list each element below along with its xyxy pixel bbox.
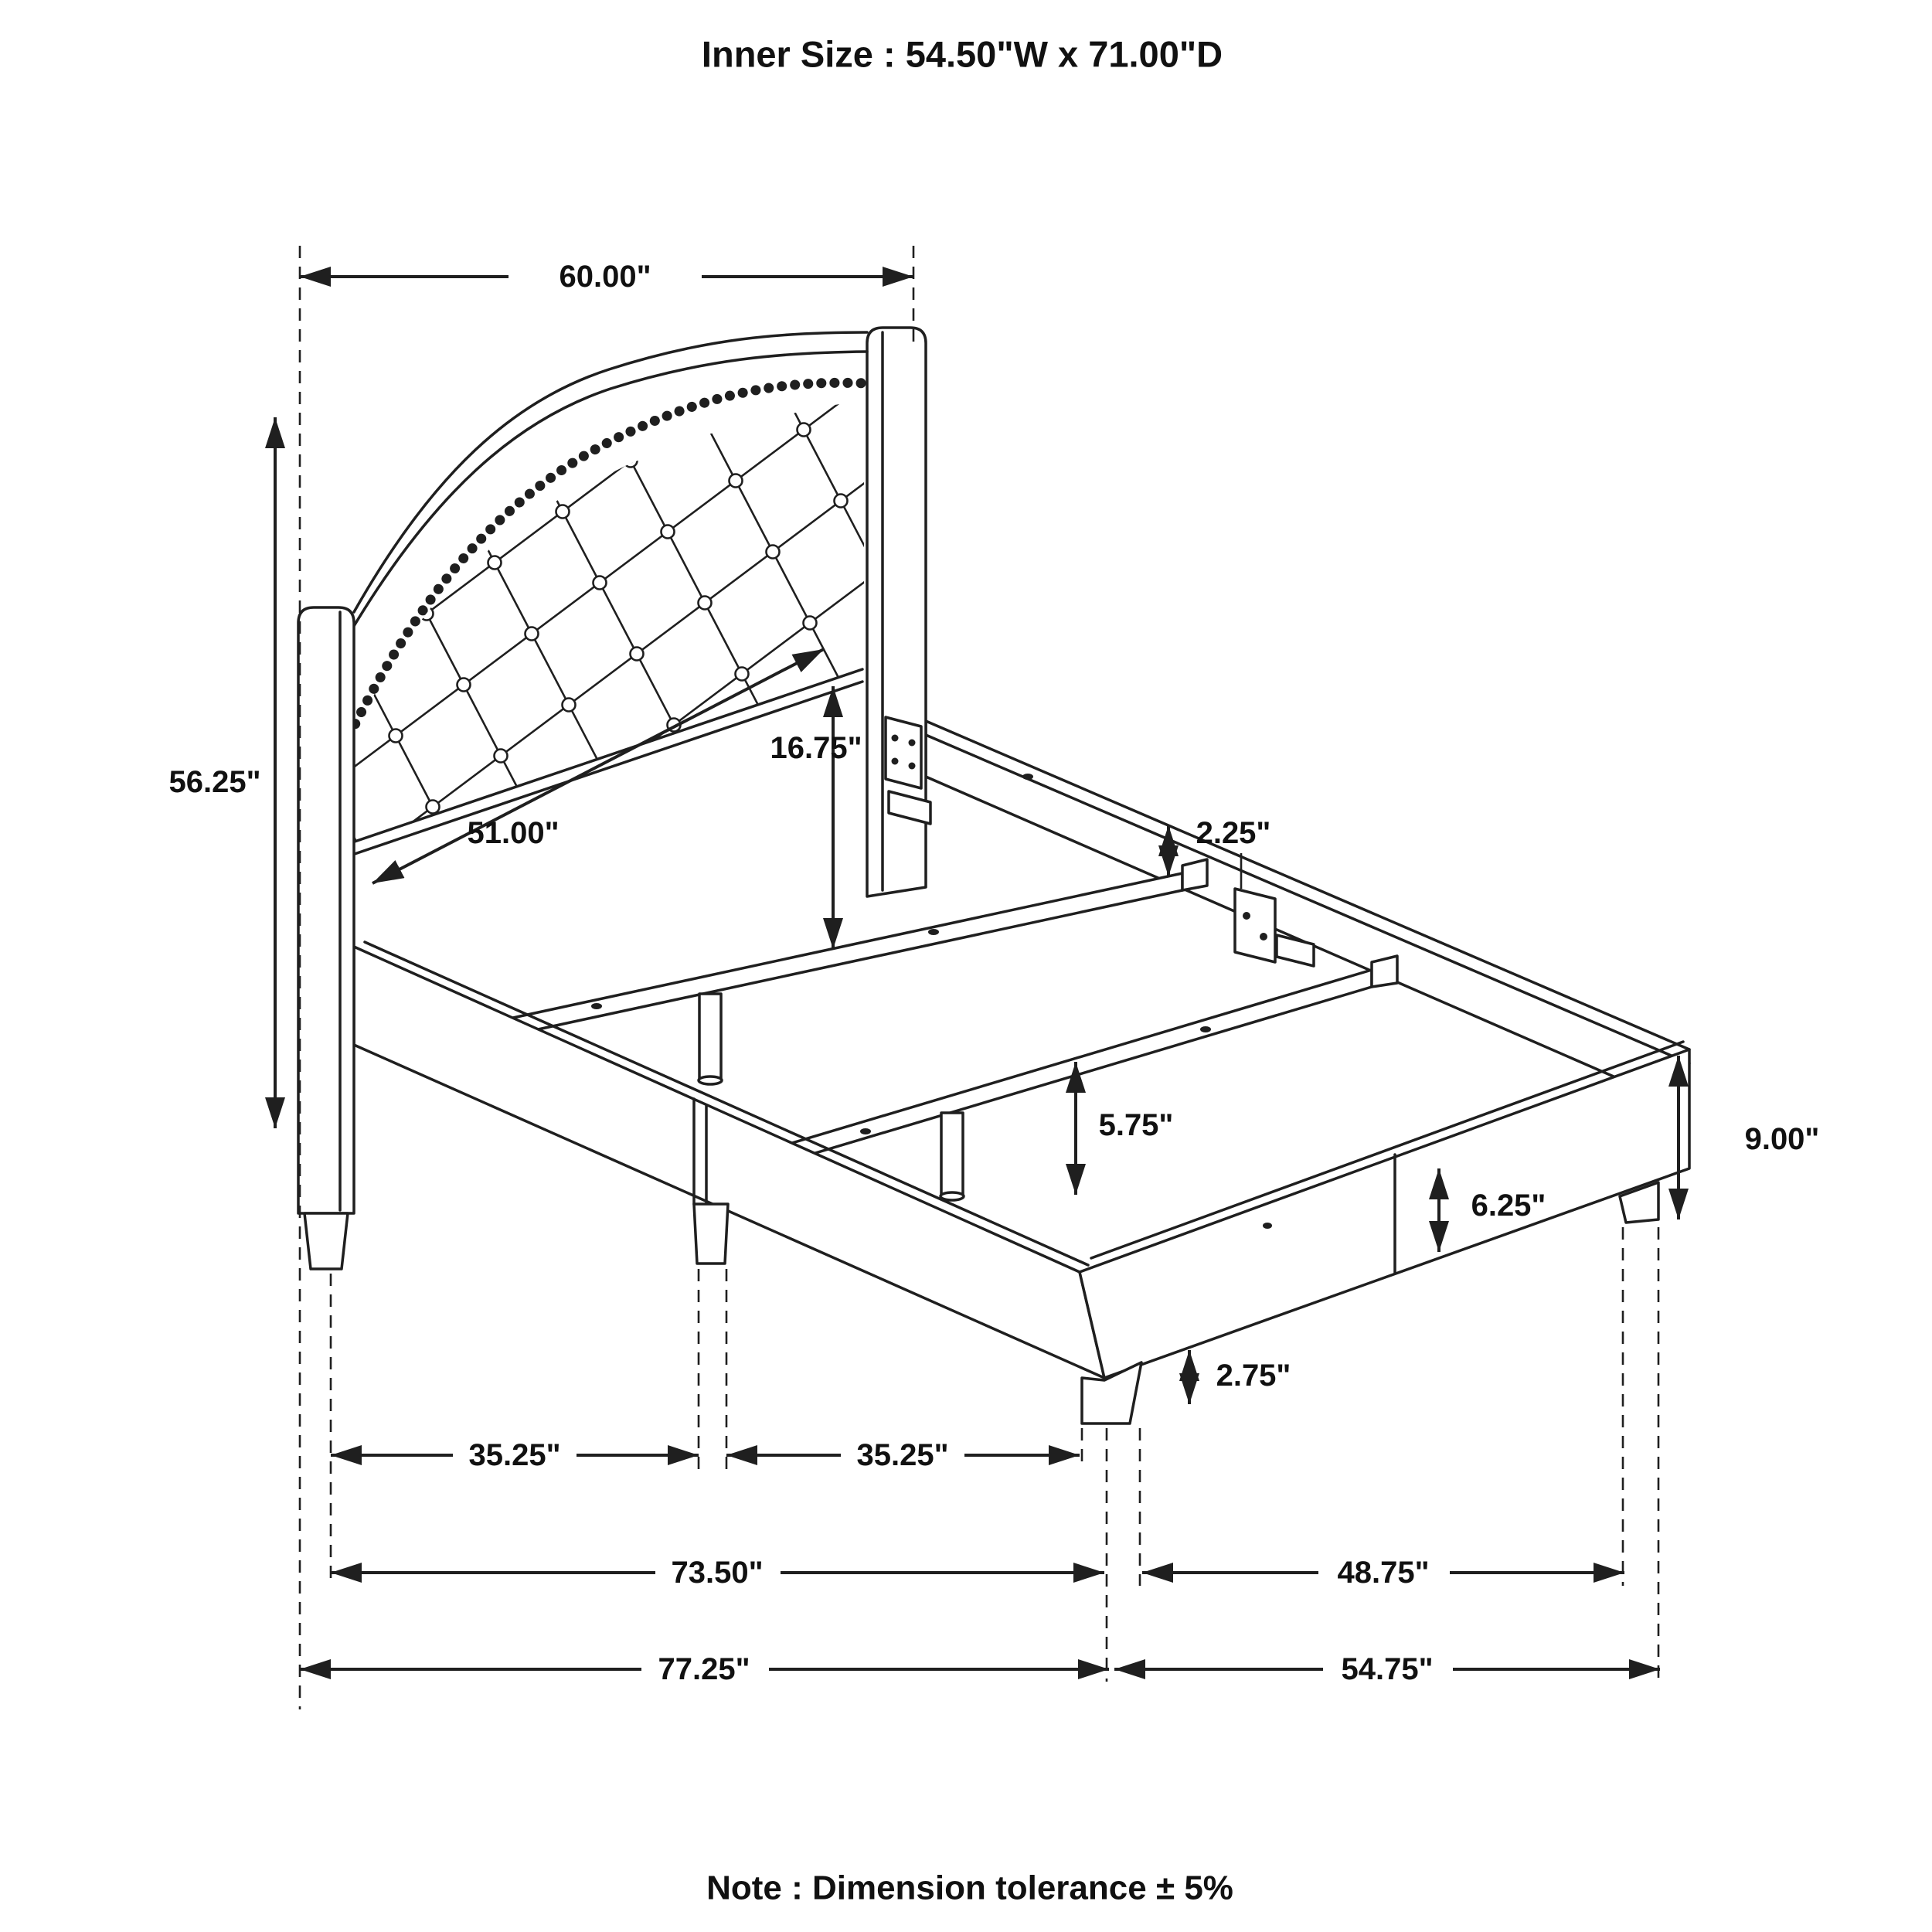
tuft-line <box>1070 32 1440 743</box>
tuft-button <box>1057 921 1070 934</box>
dim-label-foot-width: 48.75" <box>1337 1556 1430 1590</box>
tuft-button <box>544 1207 557 1220</box>
tuft-button <box>1144 362 1157 375</box>
tuft-button <box>723 281 736 294</box>
slat-end-cleat <box>1182 859 1207 890</box>
bracket-hole <box>909 763 916 770</box>
headboard-top-inner-curve <box>352 352 867 630</box>
tuft-line <box>934 134 1304 845</box>
tuft-button <box>1026 1043 1039 1056</box>
tuft-button <box>563 699 576 712</box>
screw-dot <box>1200 1026 1211 1032</box>
tuft-button <box>835 495 848 508</box>
bracket-cleat <box>1277 935 1314 966</box>
dim-label-center-leg-height: 5.75" <box>1098 1108 1174 1142</box>
tuft-button <box>1366 788 1379 801</box>
headboard-leg <box>304 1213 348 1269</box>
tuft-button <box>736 668 749 681</box>
tuft-button <box>816 1003 829 1016</box>
tuft-button <box>983 779 996 792</box>
tuft-button <box>754 1247 767 1260</box>
tuft-button <box>643 1034 656 1047</box>
screw-dot <box>928 929 939 935</box>
tuft-button <box>1032 148 1046 162</box>
dim-label-footboard-face-height: 6.25" <box>1471 1189 1546 1223</box>
tuft-line <box>662 338 1032 1049</box>
extension-lines <box>300 246 1658 1709</box>
tuft-button <box>1002 270 1015 284</box>
tuft-button <box>1298 839 1311 852</box>
tuft-button <box>1138 168 1151 182</box>
tuft-button <box>1162 941 1175 954</box>
tuft-button <box>1008 464 1021 477</box>
tuft-button <box>1039 342 1052 355</box>
tuft-button <box>495 750 508 763</box>
tuft-button <box>556 505 570 519</box>
dim-label-overall-foot-width: 54.75" <box>1341 1652 1434 1686</box>
tuft-button <box>1224 697 1237 710</box>
tuft-button <box>767 546 780 559</box>
near-rail-face <box>354 947 1104 1378</box>
tuft-line <box>798 236 1168 947</box>
dim-label-rail-lip: 2.25" <box>1196 816 1271 850</box>
tuft-button <box>1125 870 1138 883</box>
tuft-button <box>804 617 817 630</box>
slat-support-leg <box>941 1113 963 1196</box>
tuft-button <box>513 1329 526 1342</box>
tuft-button <box>705 790 718 803</box>
center-slat-foot <box>784 956 1397 1200</box>
tuft-button <box>1218 504 1231 517</box>
tuft-button <box>1212 311 1225 324</box>
foot-rail <box>1080 1042 1689 1423</box>
tuft-button <box>662 526 675 539</box>
tuft-button <box>618 1349 631 1362</box>
tuft-button <box>791 230 804 243</box>
tuft-button <box>1107 291 1120 304</box>
dim-panel-diagonal <box>372 649 824 883</box>
tuft-button <box>637 841 650 854</box>
tuft-button <box>1261 768 1274 781</box>
tuft-button <box>457 679 471 692</box>
page-title: Inner Size : 54.50"W x 71.00"D <box>701 33 1223 75</box>
near-side-rail <box>354 942 1104 1378</box>
bracket-hole <box>892 758 899 765</box>
tuft-button <box>631 648 644 661</box>
dim-headboard-width <box>300 260 913 294</box>
tuft-button <box>1150 555 1163 568</box>
tuft-button <box>742 861 755 874</box>
tuft-button <box>1249 382 1262 395</box>
tuft-button <box>859 179 872 192</box>
dim-headboard-to-slat <box>770 686 862 949</box>
tuft-button <box>779 932 792 945</box>
tuft-button <box>1020 850 1033 863</box>
slat-board <box>784 970 1372 1162</box>
screw-dot <box>1263 1223 1272 1229</box>
dim-foot-leg-height <box>1189 1350 1291 1404</box>
tuft-button <box>1100 97 1114 111</box>
tuft-line <box>1002 83 1372 794</box>
foot-rail-face <box>1080 1049 1689 1378</box>
tuft-button <box>519 434 532 447</box>
tuft-button <box>526 628 539 641</box>
dim-label-frame-length: 73.50" <box>671 1556 764 1590</box>
dim-label-panel-diagonal: 51.00" <box>467 816 560 850</box>
tuft-button <box>934 321 947 335</box>
screw-dot <box>1022 774 1033 780</box>
tuft-button <box>476 1258 489 1271</box>
tuft-line <box>371 388 1255 1051</box>
slat-board <box>502 873 1182 1037</box>
tuft-button <box>1329 717 1342 730</box>
tuft-button <box>1156 748 1169 761</box>
tuft-button <box>1051 728 1064 741</box>
tuft-button <box>674 912 687 925</box>
tuft-button <box>1070 219 1083 233</box>
tuft-button <box>649 1227 662 1240</box>
bracket-hole <box>1243 912 1250 920</box>
near-rail-center-leg <box>694 1204 728 1264</box>
tuft-button <box>488 556 502 570</box>
tuft-button <box>952 901 965 914</box>
tuft-button <box>1082 606 1095 619</box>
tuft-button <box>946 708 959 721</box>
tuft-button <box>1119 677 1132 690</box>
tuft-button <box>810 810 823 823</box>
tolerance-note: Note : Dimension tolerance ± 5% <box>706 1869 1233 1907</box>
slat-end-cleat <box>1372 956 1397 987</box>
tuft-button <box>1360 595 1373 608</box>
tuft-button <box>853 1074 866 1087</box>
tuft-button <box>1292 646 1305 659</box>
tuft-button <box>402 1116 415 1129</box>
tuft-button <box>798 423 811 437</box>
tuft-button <box>1014 657 1027 670</box>
tuft-line <box>334 317 1218 980</box>
dim-label-overall-length: 77.25" <box>658 1652 750 1686</box>
tuft-button <box>971 393 984 406</box>
tuft-button <box>890 1145 903 1158</box>
tuft-button <box>253 832 267 845</box>
tuft-button <box>927 128 940 141</box>
tuft-button <box>1113 484 1126 497</box>
tuft-button <box>507 1136 520 1149</box>
headboard-left-post <box>298 607 354 1213</box>
tuft-button <box>606 963 619 976</box>
tuft-button <box>624 454 638 468</box>
tuft-button <box>1286 453 1299 466</box>
tuft-button <box>655 332 668 345</box>
tuft-button <box>594 577 607 590</box>
tuft-button <box>1094 992 1107 1005</box>
dim-overall-foot-width <box>1114 1652 1660 1686</box>
tuft-button <box>748 1054 761 1067</box>
bed-drawing <box>179 26 1690 1424</box>
slat-leg-foot <box>699 1077 722 1084</box>
tuft-button <box>1323 524 1336 537</box>
tuft-button <box>389 730 403 743</box>
bracket-hole <box>892 735 899 742</box>
tuft-button <box>989 972 1002 985</box>
screw-dot <box>860 1128 871 1134</box>
far-rail-top-inner-edge <box>926 735 1689 1063</box>
dim-label-headboard-width: 60.00" <box>559 260 651 294</box>
dim-footboard-total-height <box>1679 1056 1819 1219</box>
dim-label-slat-span-foot: 35.25" <box>856 1438 949 1472</box>
tuft-button <box>1076 413 1089 426</box>
tuft-button <box>439 1187 452 1200</box>
tuft-button <box>896 250 910 264</box>
tuft-button <box>964 199 978 213</box>
dim-slat-span-head <box>331 1438 699 1472</box>
bracket-hole <box>1260 933 1267 940</box>
tuft-button <box>847 881 860 894</box>
dim-label-foot-leg-height: 2.75" <box>1216 1359 1291 1393</box>
tuft-button <box>699 597 712 610</box>
dim-center-leg-height <box>1076 1062 1173 1195</box>
tuft-button <box>581 1278 594 1291</box>
tuft-button <box>921 1023 934 1036</box>
dim-label-slat-span-head: 35.25" <box>468 1438 561 1472</box>
tuft-button <box>1187 626 1200 639</box>
tuft-button <box>1434 737 1447 750</box>
tuft-button <box>977 586 990 599</box>
tuft-button <box>760 352 774 366</box>
dim-label-headboard-height: 56.25" <box>168 765 261 799</box>
bracket-plate <box>1235 889 1275 962</box>
tuft-button <box>427 801 440 814</box>
bracket-hole <box>909 740 916 747</box>
slat-bracket-middle <box>1235 889 1314 966</box>
tuft-button <box>1175 240 1188 253</box>
tuft-button <box>464 872 477 885</box>
tuft-button <box>1181 433 1194 446</box>
tuft-button <box>1045 535 1058 548</box>
bracket-plate <box>886 717 921 788</box>
dim-foot-width <box>1142 1556 1624 1590</box>
tuft-button <box>501 943 514 956</box>
tuft-button <box>284 709 298 723</box>
tuft-button <box>1397 666 1410 679</box>
tuft-button <box>247 638 260 651</box>
far-rail-bottom-edge <box>926 777 1662 1097</box>
dimensions <box>168 260 1819 1686</box>
tuft-button <box>569 892 582 905</box>
dim-overall-length <box>300 1652 1109 1686</box>
dim-headboard-height <box>168 417 275 1128</box>
tuft-button <box>828 301 842 315</box>
nailhead-trim <box>349 383 866 736</box>
screw-dot <box>591 1003 602 1009</box>
dim-frame-length <box>331 1556 1104 1590</box>
tuft-button <box>940 515 953 528</box>
tuft-button <box>1255 575 1268 588</box>
slat-leg-foot <box>940 1192 964 1200</box>
dim-label-footboard-total-height: 9.00" <box>1744 1122 1820 1156</box>
dim-label-headboard-to-slat: 16.75" <box>770 731 862 765</box>
tuft-button <box>396 923 409 936</box>
tuft-button <box>995 77 1009 90</box>
tuft-button <box>686 1298 699 1311</box>
panel-bottom-edge <box>348 682 862 856</box>
tuft-button <box>730 474 743 488</box>
tuft-button <box>315 587 328 600</box>
headboard-top-outer-curve <box>354 332 867 612</box>
tuft-button <box>179 689 192 702</box>
dim-slat-span-foot <box>726 1438 1080 1472</box>
slat-support-leg <box>699 994 721 1080</box>
tuft-button <box>550 1400 563 1413</box>
